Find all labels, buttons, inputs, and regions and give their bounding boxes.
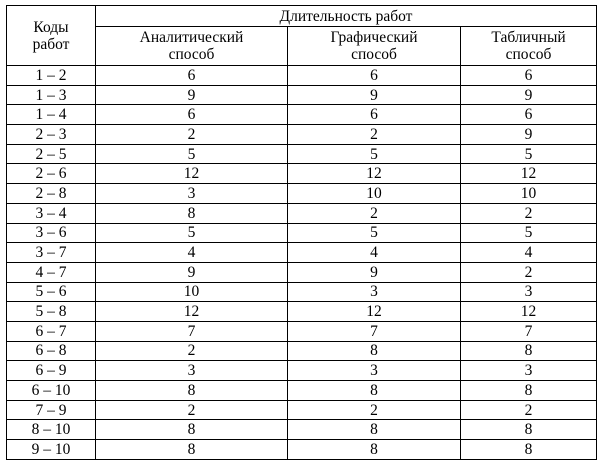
- analytic-cell: 5: [96, 223, 288, 243]
- table-row: [7, 144, 597, 164]
- analytic-cell: 2: [96, 400, 288, 420]
- work-code-cell: 3 – 4: [7, 203, 96, 223]
- tabular-cell: 6: [461, 66, 597, 86]
- work-code-cell: 4 – 7: [7, 262, 96, 282]
- work-code-cell: 2 – 5: [7, 144, 96, 164]
- graphic-cell: 10: [288, 184, 461, 204]
- analytic-cell: 4: [96, 243, 288, 263]
- graphic-cell: 8: [288, 420, 461, 440]
- work-code-cell: 3 – 7: [7, 243, 96, 263]
- graphic-cell: 7: [288, 321, 461, 341]
- graphic-cell: 9: [288, 262, 461, 282]
- header-codes-line1: Коды: [33, 18, 69, 36]
- header-codes: [7, 6, 96, 66]
- header-tabular: [461, 27, 597, 66]
- analytic-cell: 12: [96, 164, 288, 184]
- graphic-cell: 12: [288, 302, 461, 322]
- work-code-cell: 1 – 2: [7, 66, 96, 86]
- work-code-cell: 2 – 6: [7, 164, 96, 184]
- tabular-cell: 9: [461, 125, 597, 145]
- graphic-cell: 8: [288, 341, 461, 361]
- table-row: [7, 85, 597, 105]
- work-code-cell: 7 – 9: [7, 400, 96, 420]
- graphic-cell: 8: [288, 381, 461, 401]
- table-row: [7, 341, 597, 361]
- table-row: [7, 203, 597, 223]
- graphic-cell: 4: [288, 243, 461, 263]
- tabular-cell: 12: [461, 302, 597, 322]
- header-tabular-line1: Табличный: [491, 29, 566, 46]
- work-code-cell: 1 – 3: [7, 85, 96, 105]
- graphic-cell: 6: [288, 66, 461, 86]
- tabular-cell: 5: [461, 223, 597, 243]
- work-code-cell: 5 – 8: [7, 302, 96, 322]
- analytic-cell: 3: [96, 184, 288, 204]
- table-row: [7, 125, 597, 145]
- tabular-cell: 6: [461, 105, 597, 125]
- analytic-cell: 8: [96, 440, 288, 460]
- analytic-cell: 2: [96, 341, 288, 361]
- graphic-cell: 12: [288, 164, 461, 184]
- analytic-cell: 6: [96, 105, 288, 125]
- analytic-cell: 8: [96, 420, 288, 440]
- table-row: [7, 66, 597, 86]
- tabular-cell: 2: [461, 400, 597, 420]
- table-row: [7, 262, 597, 282]
- work-code-cell: 1 – 4: [7, 105, 96, 125]
- analytic-cell: 9: [96, 262, 288, 282]
- header-graphic-line2: способ: [351, 46, 397, 63]
- work-code-cell: 3 – 6: [7, 223, 96, 243]
- tabular-cell: 8: [461, 381, 597, 401]
- analytic-cell: 8: [96, 381, 288, 401]
- analytic-cell: 7: [96, 321, 288, 341]
- table-row: [7, 184, 597, 204]
- analytic-cell: 2: [96, 125, 288, 145]
- tabular-cell: 12: [461, 164, 597, 184]
- table-row: [7, 282, 597, 302]
- tabular-cell: 2: [461, 262, 597, 282]
- table-row: [7, 223, 597, 243]
- tabular-cell: 3: [461, 282, 597, 302]
- table-body: [7, 66, 597, 460]
- work-code-cell: 2 – 8: [7, 184, 96, 204]
- graphic-cell: 2: [288, 125, 461, 145]
- tabular-cell: 3: [461, 361, 597, 381]
- tabular-cell: 8: [461, 440, 597, 460]
- header-graphic-line1: Графический: [330, 29, 418, 46]
- header-duration: Длительность работ: [96, 6, 597, 27]
- graphic-cell: 2: [288, 400, 461, 420]
- work-code-cell: 8 – 10: [7, 420, 96, 440]
- analytic-cell: 9: [96, 85, 288, 105]
- graphic-cell: 5: [288, 223, 461, 243]
- table-row: [7, 361, 597, 381]
- analytic-cell: 8: [96, 203, 288, 223]
- graphic-cell: 3: [288, 361, 461, 381]
- tabular-cell: 9: [461, 85, 597, 105]
- analytic-cell: 3: [96, 361, 288, 381]
- table-row: [7, 164, 597, 184]
- graphic-cell: 2: [288, 203, 461, 223]
- tabular-cell: 7: [461, 321, 597, 341]
- work-code-cell: 5 – 6: [7, 282, 96, 302]
- tabular-cell: 2: [461, 203, 597, 223]
- table-row: [7, 302, 597, 322]
- table-row: [7, 243, 597, 263]
- work-code-cell: 6 – 7: [7, 321, 96, 341]
- analytic-cell: 6: [96, 66, 288, 86]
- tabular-cell: 8: [461, 420, 597, 440]
- work-code-cell: 9 – 10: [7, 440, 96, 460]
- table-row: [7, 400, 597, 420]
- table-row: [7, 381, 597, 401]
- header-graphic: [288, 27, 461, 66]
- header-analytic: [96, 27, 288, 66]
- table-row: [7, 321, 597, 341]
- table-row: [7, 105, 597, 125]
- graphic-cell: 9: [288, 85, 461, 105]
- tabular-cell: 8: [461, 341, 597, 361]
- graphic-cell: 8: [288, 440, 461, 460]
- work-code-cell: 6 – 9: [7, 361, 96, 381]
- graphic-cell: 3: [288, 282, 461, 302]
- tabular-cell: 10: [461, 184, 597, 204]
- durations-table: [6, 5, 597, 460]
- analytic-cell: 10: [96, 282, 288, 302]
- analytic-cell: 5: [96, 144, 288, 164]
- header-analytic-line1: Аналитический: [139, 29, 244, 46]
- header-tabular-line2: способ: [505, 46, 552, 63]
- table-row: [7, 420, 597, 440]
- tabular-cell: 5: [461, 144, 597, 164]
- analytic-cell: 12: [96, 302, 288, 322]
- graphic-cell: 5: [288, 144, 461, 164]
- work-code-cell: 6 – 8: [7, 341, 96, 361]
- header-analytic-line2: способ: [168, 46, 215, 63]
- table-row: [7, 440, 597, 460]
- header-codes-line2: работ: [32, 35, 70, 53]
- graphic-cell: 6: [288, 105, 461, 125]
- work-code-cell: 6 – 10: [7, 381, 96, 401]
- work-code-cell: 2 – 3: [7, 125, 96, 145]
- tabular-cell: 4: [461, 243, 597, 263]
